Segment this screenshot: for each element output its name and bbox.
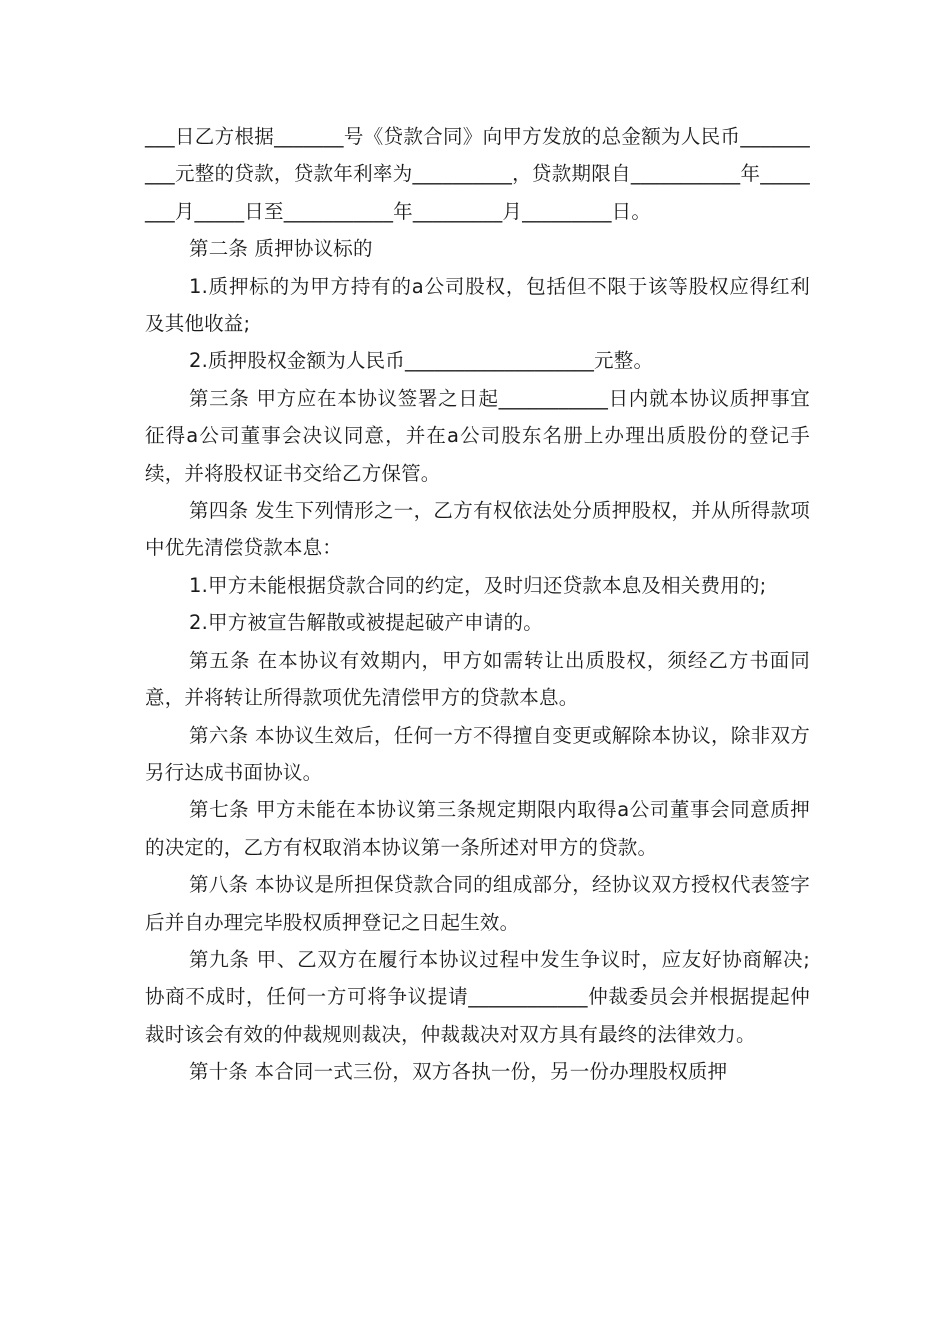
article-6: 第六条 本协议生效后，任何一方不得擅自变更或解除本协议，除非双方另行达成书面协议。 [145, 723, 810, 784]
paragraph-loan-details: ___日乙方根据_______号《贷款合同》向甲方发放的总金额为人民币__________元整的贷款，贷款年利率为__________，贷款期限自___________年________月_____日至___________年_________月_________日。 [145, 125, 810, 223]
article-2-item-2: 2.质押股权金额为人民币___________________元整。 [189, 349, 654, 373]
article-2-item-1: 1.质押标的为甲方持有的a公司股权，包括但不限于该等股权应得红利及其他收益; [145, 274, 810, 336]
article-8: 第八条 本协议是所担保贷款合同的组成部分，经协议双方授权代表签字后并自办理完毕股权质押登记之日起生效。 [145, 873, 810, 934]
article-3: 第三条 甲方应在本协议签署之日起___________日内就本协议质押事宜征得a公司董事会决议同意，并在a公司股东名册上办理出质股份的登记手续，并将股权证书交给乙方保管。 [145, 386, 810, 485]
article-9: 第九条 甲、乙双方在履行本协议过程中发生争议时，应友好协商解决;协商不成时，任何一方可将争议提请____________仲裁委员会并根据提起仲裁时该会有效的仲裁规则裁决，仲裁裁决对双方具有最终的法律效力。 [145, 947, 810, 1046]
article-4: 第四条 发生下列情形之一，乙方有权依法处分质押股权，并从所得款项中优先清偿贷款本息： [145, 499, 810, 560]
article-10: 第十条 本合同一式三份，双方各执一份，另一份办理股权质押 [189, 1060, 728, 1084]
article-5: 第五条 在本协议有效期内，甲方如需转让出质股权，须经乙方书面同意，并将转让所得款项优先清偿甲方的贷款本息。 [145, 648, 810, 710]
article-4-item-2: 2.甲方被宣告解散或被提起破产申请的。 [189, 611, 543, 635]
document-body [145, 118, 810, 1091]
article-4-item-1: 1.甲方未能根据贷款合同的约定，及时归还贷款本息及相关费用的; [189, 573, 767, 597]
article-7: 第七条 甲方未能在本协议第三条规定期限内取得a公司董事会同意质押的决定的，乙方有权取消本协议第一条所述对甲方的贷款。 [145, 798, 810, 859]
article-2-heading: 第二条 质押协议标的 [189, 237, 373, 261]
